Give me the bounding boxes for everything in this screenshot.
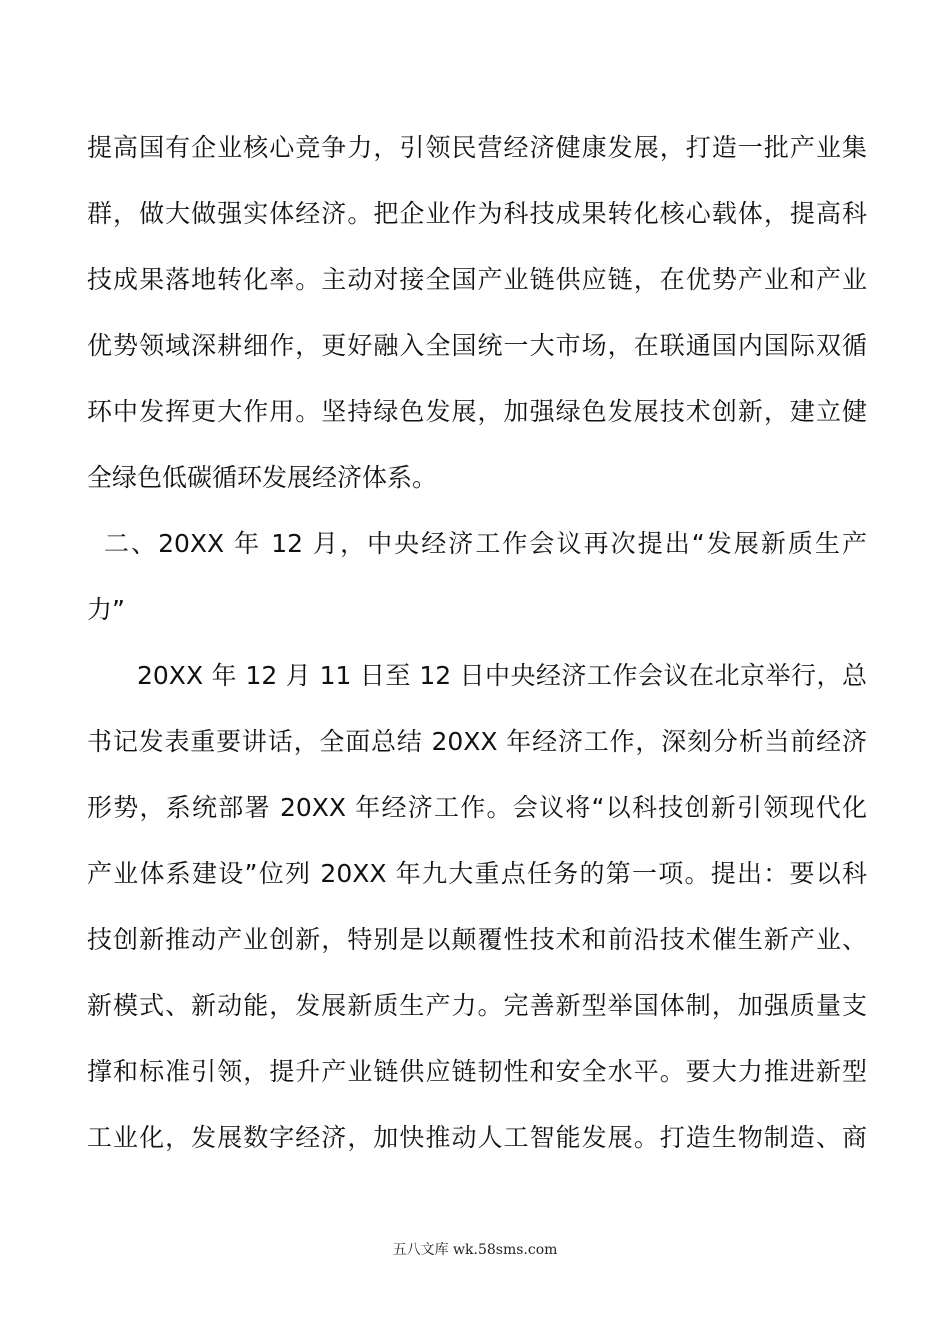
paragraph-line: 产业体系建设”位列 20XX 年九大重点任务的第一项。提出：要以科 [87, 859, 867, 888]
paragraph-line: 新模式、新动能，发展新质生产力。完善新型举国体制，加强质量支 [87, 991, 867, 1020]
paragraph-line: 提高国有企业核心竞争力，引领民营经济健康发展，打造一批产业集 [87, 133, 867, 162]
paragraph-line: 优势领域深耕细作，更好融入全国统一大市场，在联通国内国际双循 [87, 331, 867, 360]
paragraph-line: 20XX 年 12 月 11 日至 12 日中央经济工作会议在北京举行，总 [137, 661, 867, 690]
paragraph-line: 全绿色低碳循环发展经济体系。 [87, 463, 438, 492]
paragraph-line: 工业化，发展数字经济，加快推动人工智能发展。打造生物制造、商 [87, 1123, 867, 1152]
section-heading: 二、20XX 年 12 月，中央经济工作会议再次提出“发展新质生产 [104, 529, 867, 558]
page-footer: 五八文库 wk.58sms.com [392, 1242, 558, 1258]
paragraph-line: 撑和标准引领，提升产业链供应链韧性和安全水平。要大力推进新型 [87, 1057, 867, 1086]
paragraph-line: 技成果落地转化率。主动对接全国产业链供应链，在优势产业和产业 [87, 265, 867, 294]
paragraph-line: 环中发挥更大作用。坚持绿色发展，加强绿色发展技术创新，建立健 [87, 397, 867, 426]
paragraph-line: 形势，系统部署 20XX 年经济工作。会议将“以科技创新引领现代化 [87, 793, 867, 822]
paragraph-line: 书记发表重要讲话，全面总结 20XX 年经济工作，深刻分析当前经济 [87, 727, 867, 756]
section-heading: 力” [87, 595, 125, 624]
paragraph-line: 技创新推动产业创新，特别是以颠覆性技术和前沿技术催生新产业、 [87, 925, 867, 954]
paragraph-line: 群，做大做强实体经济。把企业作为科技成果转化核心载体，提高科 [87, 199, 867, 228]
